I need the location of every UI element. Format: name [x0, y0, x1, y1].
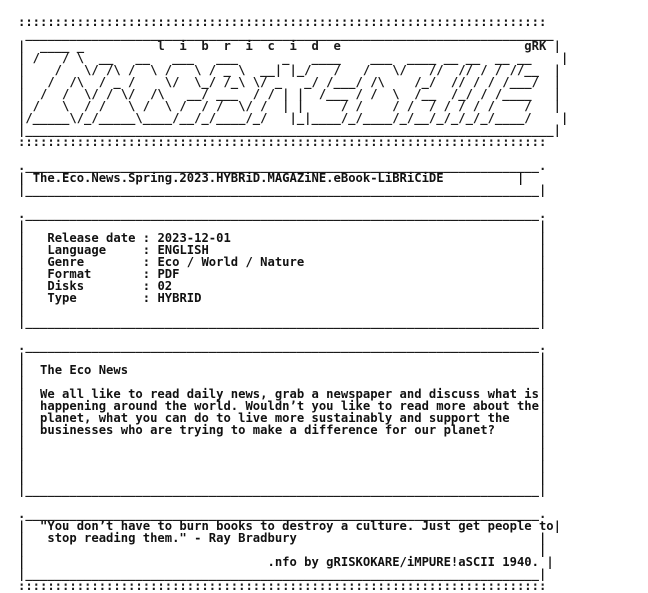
quote	[18, 520, 568, 544]
credit-row: | .nfo by gRISKOKARE/iMPURE!aSCII 1940. |	[18, 555, 554, 569]
desc-box-blank: | |	[18, 471, 547, 485]
info-row: | Release date : 2023-12-01 |	[18, 231, 547, 245]
title-box-bottom: |______________________________________________________________________|	[18, 183, 547, 197]
description-heading: The Eco News	[40, 363, 129, 377]
logo-art-line: | / /\ / _ / \/ \_/ /_\ \/ _ _/ /___/ /\ /_/ // / / /___/ |	[18, 75, 561, 89]
desc-box-bottom: |______________________________________________________________________|	[18, 483, 547, 497]
description-line: | We all like to read daily news, grab a newspaper and discuss what is|	[18, 387, 547, 401]
desc-box-blank: | |	[18, 459, 547, 473]
info-label: Format	[47, 267, 143, 281]
info-box-blank: | |	[18, 303, 547, 317]
info-value: 2023-12-01	[157, 231, 231, 245]
info-box-blank: | |	[18, 219, 547, 233]
quote-text: stop reading them." - Ray Bradbury	[47, 531, 297, 545]
title-box-top: .______________________________________________________________________.	[18, 159, 547, 173]
info-value: 02	[157, 279, 173, 293]
quote-box-top: .______________________________________________________________________.	[18, 507, 547, 521]
title-box-row: | The.Eco.News.Spring.2023.HYBRiD.MAGAZiNE.eBook-LiBRiCiDE |	[18, 171, 525, 185]
logo-border-bottom: ::::::::::::::::::::::::::::::::::::::::::::::::::::::::::::::::::::::::	[18, 135, 547, 149]
nfo-document	[18, 16, 568, 592]
logo-art-line: ________________________________________________________________________	[18, 27, 554, 41]
description-line: | businesses who are trying to make a difference for our planet? |	[18, 423, 547, 437]
desc-box-blank: | |	[18, 351, 547, 365]
quote-line: | stop reading them." - Ray Bradbury |	[18, 531, 547, 545]
info-label: Genre	[47, 255, 143, 269]
logo-art-line: |________________________________________________________________________|	[18, 123, 561, 137]
logo-art-line: | ____ _ l i b r i c i d e gRK |	[18, 39, 561, 53]
info-row: | Format : PDF |	[18, 267, 547, 281]
footer-border: ::::::::::::::::::::::::::::::::::::::::::::::::::::::::::::::::::::::::	[18, 579, 547, 593]
quote-box-blank: | |	[18, 543, 547, 557]
info-value: PDF	[157, 267, 180, 281]
info-label: Disks	[47, 279, 143, 293]
logo-art	[18, 28, 568, 136]
description-line: | planet, what you can do to live more sustainably and support the |	[18, 411, 547, 425]
description-line: | happening around the world. Wouldn’t you like to read more about the|	[18, 399, 547, 413]
logo-art-line: |/_____\/_/_____\____/__/_/____/_/ |_|____/_/____/_/__/_/_/_/_/____/ |	[18, 111, 569, 125]
release-info	[18, 232, 568, 304]
info-value: HYBRID	[157, 291, 202, 305]
desc-heading-row: | The Eco News |	[18, 363, 547, 377]
quote-box-bottom: |______________________________________________________________________|	[18, 567, 547, 581]
logo-art-line: | / \ / / \ / \ / / / \/ / | | / / / / / / / / / / |	[18, 99, 561, 113]
info-row: | Type : HYBRID |	[18, 291, 547, 305]
description-text: planet, what you can do to live more sustainably and support the	[40, 411, 510, 425]
description-text: We all like to read daily news, grab a newspaper and discuss what is	[40, 387, 539, 401]
info-label: Type	[47, 291, 143, 305]
info-row: | Disks : 02 |	[18, 279, 547, 293]
logo-art-line: | / \/ /\ / \ / \ / _ \ __| |_/ / / \/ // // / / //__ |	[18, 63, 561, 77]
credit: .nfo by gRISKOKARE/iMPURE!aSCII 1940.	[267, 555, 539, 569]
info-label: Release date	[47, 231, 143, 245]
desc-box-blank: | |	[18, 375, 547, 389]
desc-box-blank: | |	[18, 435, 547, 449]
info-box-top: .______________________________________________________________________.	[18, 207, 547, 221]
desc-box-blank: | |	[18, 447, 547, 461]
quote-line: | "You don’t have to burn books to destroy a culture. Just get people to|	[18, 519, 561, 533]
info-row: | Genre : Eco / World / Nature |	[18, 255, 547, 269]
header-border-top: ::::::::::::::::::::::::::::::::::::::::::::::::::::::::::::::::::::::::	[18, 15, 547, 29]
description-text: businesses who are trying to make a difference for our planet?	[40, 423, 495, 437]
desc-box-top: .______________________________________________________________________.	[18, 339, 547, 353]
info-label: Language	[47, 243, 143, 257]
info-box-bottom: |______________________________________________________________________|	[18, 315, 547, 329]
info-value: ENGLISH	[157, 243, 209, 257]
description-text: happening around the world. Wouldn’t you like to read more about the	[40, 399, 539, 413]
description	[18, 388, 568, 436]
logo-art-line: | / / \/ / \/ /\ __/ ___ / / | | /___ / / \ /__ /_/ / /____ |	[18, 87, 561, 101]
release-title: The.Eco.News.Spring.2023.HYBRiD.MAGAZiNE.eBook-LiBRiCiDE	[32, 171, 444, 185]
info-row: | Language : ENGLISH |	[18, 243, 547, 257]
info-value: Eco / World / Nature	[157, 255, 305, 269]
quote-text: "You don’t have to burn books to destroy a culture. Just get people to	[40, 519, 554, 533]
logo-art-line: | / / \ __ __ ___ ___ _ ____ ___ ____ __ __ __ __ |	[18, 51, 569, 65]
